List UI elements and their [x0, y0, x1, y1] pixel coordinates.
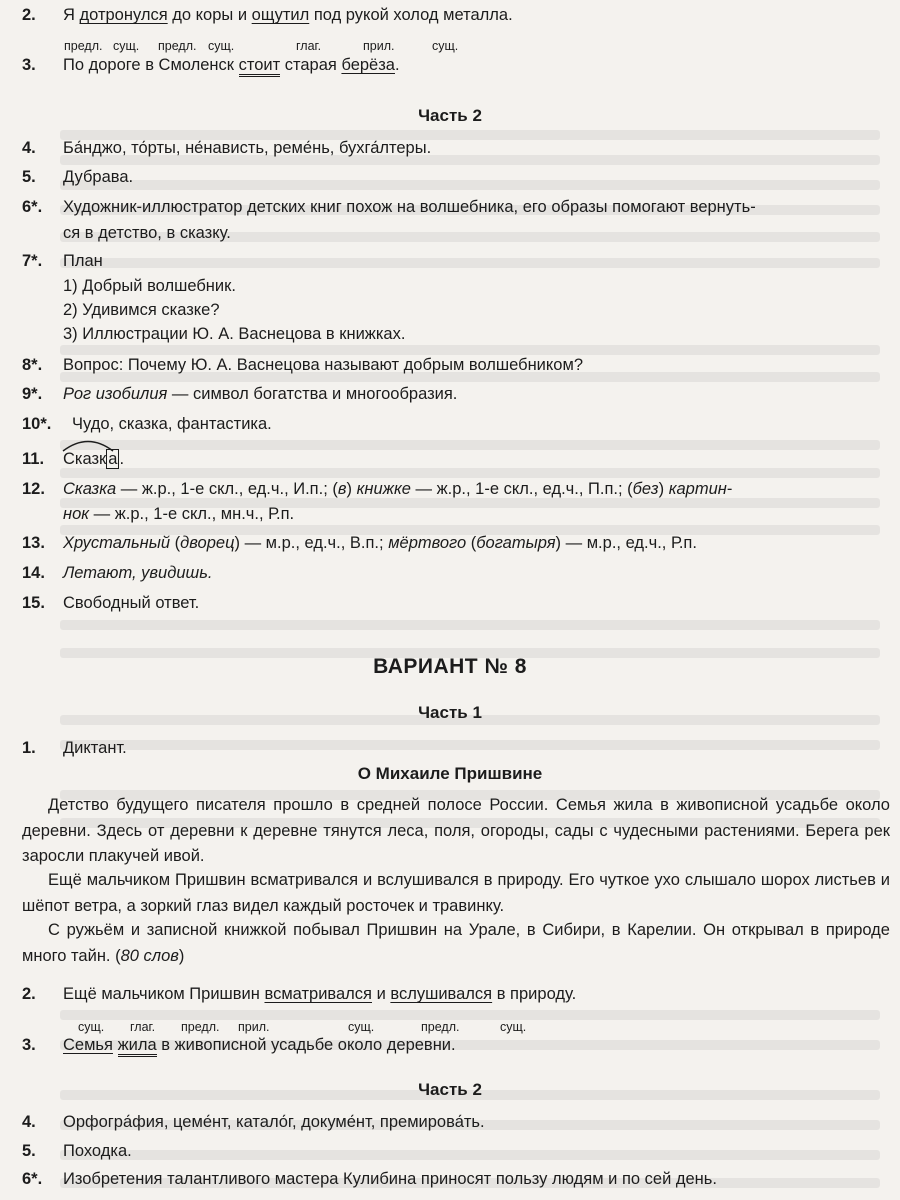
pos-label: прил.	[363, 39, 395, 53]
underlined-word: ощутил	[251, 6, 310, 24]
pos-label: предл.	[64, 39, 103, 53]
item-number: 3.	[22, 1036, 36, 1054]
answer-item-8: Вопрос: Почему Ю. А. Васнецова называют добрым волшебником?	[63, 356, 583, 374]
plan-title: План	[63, 252, 103, 270]
item-number: 5.	[22, 168, 36, 186]
section-heading: Часть 2	[418, 1080, 482, 1099]
answer-item-12-line2: нок — ж.р., 1-е скл., мн.ч., Р.п.	[63, 505, 295, 523]
item-number: 10*.	[22, 415, 52, 433]
pos-label: сущ.	[432, 39, 459, 53]
answer-item-10: Чудо, сказка, фантастика.	[72, 415, 272, 433]
answer-item-11: Сказк а .	[63, 448, 124, 470]
pos-label: предл.	[181, 1020, 220, 1034]
ending-box: а	[108, 450, 118, 468]
item-number: 7*.	[22, 252, 43, 270]
pos-label: сущ.	[78, 1020, 105, 1034]
pos-label: сущ.	[113, 39, 140, 53]
dictation-paragraph: Детство будущего писателя прошло в средней полосе России. Семья жила в живописной усадьбе около деревни. Здесь от деревни к деревне тянутся леса, поля, огороды, сады с чудесными растениями. Берега рек заросли плакучей ивой.	[22, 796, 890, 865]
item-number: 4.	[22, 1113, 36, 1131]
item-number: 9*.	[22, 385, 43, 403]
plan-point: 1) Добрый волшебник.	[63, 277, 236, 295]
predicate-underline: жила	[118, 1036, 157, 1057]
sentence-item-3: По дороге в Смоленск стоит старая берёза.	[63, 54, 400, 76]
item-number: 11.	[22, 450, 45, 468]
section-heading: Часть 1	[418, 703, 482, 722]
variant-title: ВАРИАНТ № 8	[373, 655, 527, 678]
underlined-word: всматривался	[264, 985, 372, 1003]
dictation-title: О Михаиле Пришвине	[357, 764, 543, 783]
sentence-item-2: Ещё мальчиком Пришвин всматривался и вслушивался в природу.	[63, 985, 577, 1003]
answer-item-4: Ба́нджо, то́рты, не́нависть, реме́нь, бухга́лтеры.	[63, 139, 432, 157]
plan-point: 2) Удивимся сказке?	[63, 301, 220, 319]
sentence-item-2: Я дотронулся до коры и ощутил под рукой холод металла.	[63, 6, 513, 24]
pos-label: предл.	[421, 1020, 460, 1034]
item-number: 4.	[22, 139, 36, 157]
dictation-paragraph: Ещё мальчиком Пришвин всматривался и вслушивался в природу. Его чуткое ухо слышало шорох листьев и шёпот ветра, а зоркий глаз видел каждый росточек и травинку.	[22, 871, 890, 915]
pos-label: сущ.	[500, 1020, 527, 1034]
root-arc-mark	[61, 436, 123, 452]
item-number: 6*.	[22, 1170, 43, 1188]
item-number: 2.	[22, 985, 36, 1003]
sentence-item-3: Семья жила в живописной усадьбе около деревни.	[63, 1034, 456, 1056]
pos-label: сущ.	[208, 39, 235, 53]
item-number: 2.	[22, 6, 36, 24]
item-number: 8*.	[22, 356, 43, 374]
subject-underline: берёза	[341, 56, 395, 74]
morpheme-parsing: Сказк а	[63, 448, 119, 470]
section-heading: Часть 2	[418, 106, 482, 125]
underlined-word: дотронулся	[79, 6, 168, 24]
answer-item-6-line1: Художник-иллюстратор детских книг похож на волшебника, его образы помогают вернуть-	[63, 198, 756, 216]
subject-underline: Семья	[63, 1036, 113, 1054]
item-number: 13.	[22, 534, 45, 552]
pos-label: глаг.	[130, 1020, 156, 1034]
answer-item-5: Походка.	[63, 1142, 132, 1160]
pos-label: глаг.	[296, 39, 322, 53]
dictation-paragraph: С ружьём и записной книжкой побывал Пришвин на Урале, в Сибири, в Карелии. Он открывал в природе много тайн. (80 слов)	[22, 921, 890, 965]
item-number: 1.	[22, 739, 36, 757]
item-number: 6*.	[22, 198, 43, 216]
answer-item-4: Орфогра́фия, цеме́нт, катало́г, докуме́нт, премирова́ть.	[63, 1113, 485, 1131]
answer-item-6: Изобретения талантливого мастера Кулибина приносят пользу людям и по сей день.	[63, 1170, 717, 1188]
pos-label: прил.	[238, 1020, 270, 1034]
pos-label: сущ.	[348, 1020, 375, 1034]
answer-item-14: Летают, увидишь.	[63, 564, 213, 582]
answer-item-5: Дубрава.	[63, 168, 134, 186]
item-number: 15.	[22, 594, 45, 612]
plan-point: 3) Иллюстрации Ю. А. Васнецова в книжках.	[63, 325, 406, 343]
item-number: 12.	[22, 480, 45, 498]
item-number: 3.	[22, 56, 36, 74]
item-number: 5.	[22, 1142, 36, 1160]
answer-item-15: Свободный ответ.	[63, 594, 200, 612]
pos-label: предл.	[158, 39, 197, 53]
predicate-underline: стоит	[239, 56, 281, 77]
answer-item-1: Диктант.	[63, 739, 127, 757]
answer-item-12-line1: Сказка — ж.р., 1-е скл., ед.ч., И.п.; (в) книжке — ж.р., 1-е скл., ед.ч., П.п.; (без) картин-	[63, 480, 733, 498]
answer-item-13: Хрустальный (дворец) — м.р., ед.ч., В.п.; мёртвого (богатыря) — м.р., ед.ч., Р.п.	[63, 534, 697, 552]
answer-item-9: Рог изобилия — символ богатства и многообразия.	[63, 385, 458, 403]
answer-item-6-line2: ся в детство, в сказку.	[63, 224, 231, 242]
item-number: 14.	[22, 564, 45, 582]
underlined-word: вслушивался	[390, 985, 493, 1003]
